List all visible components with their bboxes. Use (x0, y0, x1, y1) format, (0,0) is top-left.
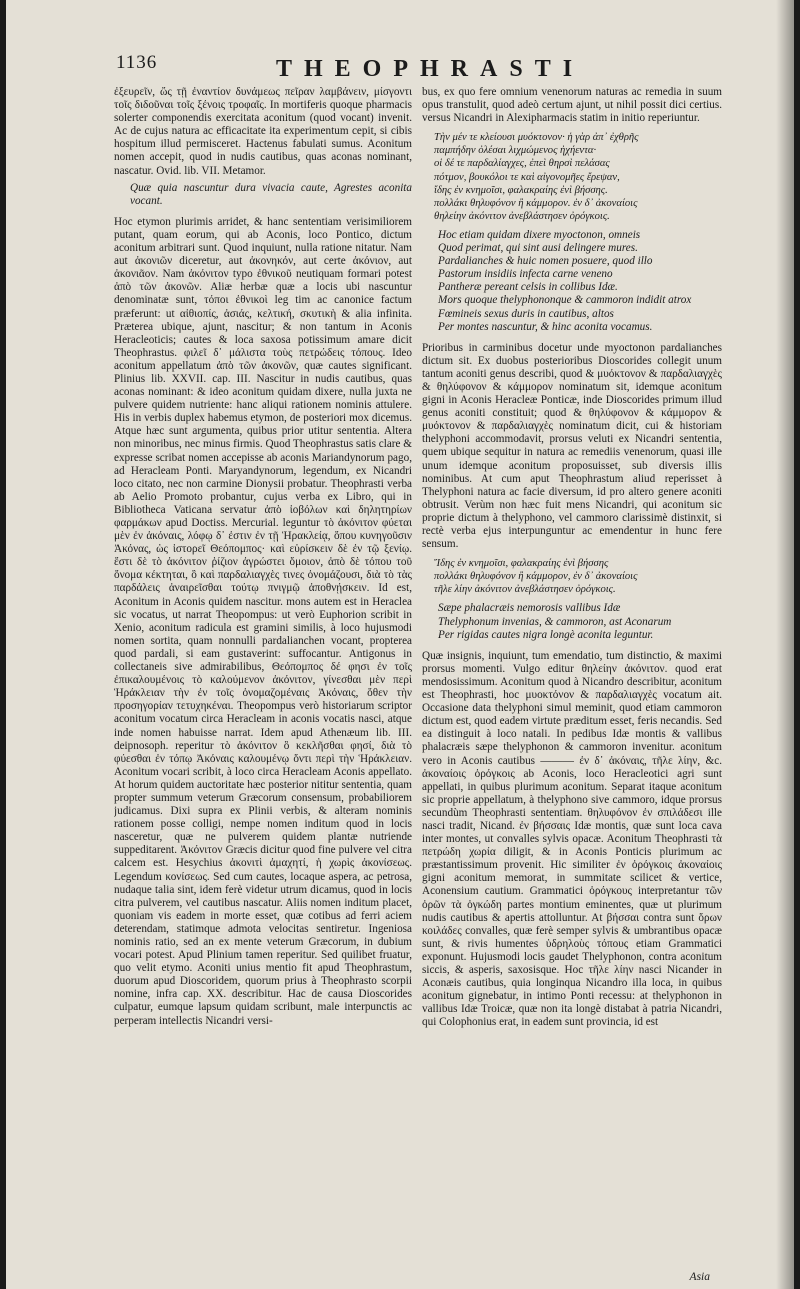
spine-shadow (776, 0, 794, 1289)
verse-line: Quod perimat, qui sint ausi delingere mures. (438, 242, 638, 255)
verse-line: θηλείην ἀκόνιτον ἀνεβλάστησεν ὀρόγκοις. (434, 210, 610, 222)
verse-line: Ἴδης ἐν κνημοῖσι, φαλακραίης ἐνὶ βήσσης (434, 558, 609, 570)
left-column (114, 86, 412, 1282)
page-number: 1136 (116, 52, 158, 73)
verse-line: Pardalianches & huic nomen posuere, quod illo (438, 255, 653, 268)
verse-line: πολλάκι θηλυφόνον ἢ κάμμορον, ἐν δ᾽ ἀκοναίοις (434, 571, 638, 583)
verse-line: Sæpe phalacræis nemorosis vallibus Idæ (438, 602, 621, 615)
left-paragraph: Hoc etymon plurimis arridet, & hanc sententiam verisimiliorem putant, quam eorum, qui ab Aconis, loco Pontico, dictum aconitum arbitrari sunt. Quod inquiunt, nulla ratione nitatur. Nam aut ἀκονιῶν diceretur, aut ἀκονηκόν, aut certe ἀκόνιον, aut ἀκονιᾶον. Nam ἀκόνιτον typo ἐθνικοῦ neutiquam formari potest ἀπὸ τῶν ἀκονῶν. Aliæ herbæ quæ a locis ubi nascuntur denominatæ sunt, τόποι ἐθνικοὶ leg tim ac canonice factum præferunt: ut αἰθιοπίς, ἀσιάς, κελτική, σκυτικὴ & alia infinita. Præterea ubique, ajunt, nascitur; & non tantum in Aconis Heracleoticis; cautes & loca saxosa potissimum amare dicit Theophrastus. φιλεῖ δ᾽ μάλιστα τοὺς πετρώδεις τόπους. Ideo aconitum appellatum ἀπὸ τῶν ἀκονῶν, quæ cautes significant. Plinius lib. XXVII. cap. III. Nascitur in nudis cautibus, quas aconas nominant: & ideo aconitum quidam dixere, nulla juxta ne pulvere quidem nutriente: hanc aliqui rationem nominis attulere. His in verbis duplex habemus etymon, de posteriori mox dicemus. Atque hæc sunt argumenta, quibus prior utitur sententia. Altera non minoribus, nec minus firmis. Quod Theophrastus satis clare & expresse scribat nomen accepisse ab aconis Mariandynorum pago, ad Heracleam Ponti. Maryandynorum, legendum, ex Nicandri loco citato, nec non carmine Dionysii probatur. Theophrasti verba ab Aelio Promoto probantur, cujus verba ex Libro, qui in Bibliotheca Vaticana servatur ἀπὸ ἰοβόλων καὶ δηλητηρίων φαρμάκων apud Doctiss. Mercurial. leguntur τὸ ἀκόνιτον φύεται μὲν ἐν ἀκόναις, λόφῳ δ᾽ ἐστιν ἐν τῇ Ἡρακλείᾳ, ὅπου κυνηγοῦσιν Ἀκόνας, ὡς ἱστορεῖ Θεόπομπος· καὶ εὑρίσκειν δὲ ἐν τῷ ξενίῳ. ἔστι δὲ τὸ ἀκόνιτον ῥίζιον ἀγρώστει ὅμοιον, ἀπὸ δὲ τόπου τοῦ ὄνομα κέκτηται, ὃ καὶ παρδαλιαγχὲς τινες ὀνομάζουσι, διὰ τὸ τὰς παρδάλεις ἀναιρεῖσθαι τούτῳ πνιγμῷ ἀποθνῄσκειν. Id est, Aconitum in Aconis quidem nascitur. mons autem est in Heraclea sic vocatus, ut narrat Theopompus: ut verò Euphorion scribit in Xenio, aconitum radicula est gramini similis, à loco hujusmodi nomen sortita, quam nonnulli pardalianchen vocant, propterea quod pardali, si eam gustaverint: suffocantur. Antigonus in collectaneis sive admirabilibus, Θεόπομπος δέ φησι ἐν τοῖς ἐπικαλουμένοις τὸ καλούμενον ἀκόνιτον, γίνεσθαι μὲν περὶ Ἡράκλειαν τὴν ἐν τοῖς ὀνομαζομέναις Ἀκόναις, ὅθεν τὴν προσηγορίαν τετυχηκέναι. Theopompus verò historiarum scriptor aconitum vocatum circa Heracleam in aconis vocatis nasci, atque inde nomen habuisse narrat. Idem apud Athenæum lib. III. deipnosoph. reperitur τὸ ἀκόνιτον ὃ κεκλῆσθαι φησί, διὰ τὸ φύεσθαι ἐν τόπῳ Ἀκόναις καλουμένῳ ὄντι περὶ τὴν Ἡράκλειαν. Aconitum vocari scribit, à loco circa Heracleam Aconis appellato. At horum quidem auctoritate hæc posterior nititur sententia, quam propter summum veterum Græcorum consensum, probabiliorem judicamus. Dixi supra ex Plinii verbis, & alteram nominis rationem posse colligi, nempe nomen inditum quod in locis nasceretur, quæ ne pulverem quidem plantæ nutriende suppeditarent. Ἀκόνιτον Græcis dicitur quod fine pulvere vel citra calcem est. Hesychius ἀκονιτὶ ἀμαχητί, ἡ χωρὶς ἀκονίσεως. Legendum κονίσεως. Sed cum cautes, locaque aspera, ac petrosa, nudaque talia sint, idem ferè videtur utrum dicamus, quod in locis citra pulverem, vel cautibus nascatur. Aliis nomen inditum placet, quoniam vis eadem in morte esset, quæ cotibus ad ferri aciem deterendam, statimque admota velocitas sentiretur. Ingeniosa nominis ratio, sed an ex mente veterum Græcorum, in dubium vocari potest. Apud Plinium tamen reperitur. Sed quilibet fruatur, quo velit etymo. Aconiti unius mentio fit apud Theophrastum, duorum apud Dioscoridem, quorum prius à Theophrasto scorpii nomine, infra cap. XX. describitur. Hac de causa Dioscorides culpatur, eumque lapsum quidam scribunt, male interpunctis ac perperam intellectis Nicandri versi- (114, 215, 412, 1027)
verse-line: Mors quoque thelyphononque & cammoron indidit atrox (438, 294, 692, 307)
catchword: Asia (689, 1271, 710, 1283)
verse-line: Fœmineis sexus duris in cautibus, altos (438, 307, 614, 320)
verse-line: πολλάκι θηλυφόνον ἢ κάμμορον. ἐν δ᾽ ἀκοναίοις (434, 197, 638, 209)
verse-line: Τὴν μέν τε κλείουσι μυόκτονον· ἡ γὰρ ἀπ᾽ ἐχθρῆς (434, 132, 639, 144)
right-middle-paragraph: Prioribus in carminibus docetur unde myoctonon pardalianches dictum sit. Ex duobus posterioribus Dioscorides collegit unum tantum aconiti genus describi, quod & μυόκτονον & παρδαλιαγχὲς & θηλύφονον & κάμμορον nominatum sit, idemque aconitum gigni in Aconis Heracleæ Ponticæ, inde Dioscorides primum illud genus aconiti constituit; quod & θηλύφονον & κάμμορον & μυόκτονον & παρδαλιαγχὲς nominatum dicit, cui & historiam thelyphoni accommodavit, prorsus veluti ex Nicandri sententia, quem ubique sequitur in natura ac remediis venenorum, quasi ille unum idemque aconitum proposuisset, sub diversis illis nominibus. At cum aput Theophrastum aliud reperisset à Thelyphoni natura ac facie diversum, id pro altero genere aconiti obtrusit. Verùm non hæc fuit mens Nicandri, qui aconitum sic proprie dictum à thelyphono, vel cammoro clarissimè distinxit, si rectè verba ejus interpunguntur ac emendentur in hunc fere sensum. (422, 341, 722, 551)
verse-line: Pantheræ pereant celsis in collibus Idæ. (438, 281, 618, 294)
right-column (422, 86, 722, 1282)
greek-verse-block-2 (422, 557, 722, 596)
verse-line: τῆλε λίην ἀκόνιτον ἀνεβλάστησεν ὀρόγκοις. (434, 584, 616, 596)
verse-line: Hoc etiam quidam dixere myoctonon, omneis (438, 228, 641, 241)
left-paragraph: ἐξευρεῖν, ὥς τῇ ἐναντίον δυνάμεως πεῖραν λαμβάνειν, μίσγοντι τοῖς διδοῦναι τοῖς ξένοις τροφαῖς. In mortiferis quoque pharmacis solerter componendis exercitata aconitum (quod vocant) invenit. Ac de cujus natura ac efficacitate ita experimentum cepit, si cibis hospitum illud permisceret. Hactenus fabulati sumus. Aconitum nomen accepit, quod in nudis cautibus, quas aconas nominant, nascatur. Ovid. lib. VII. Metamor. (114, 86, 412, 177)
right-intro-paragraph: bus, ex quo fere omnium venenorum naturas ac remedia in suum opus transtulit, quod adeò certum ajunt, ut nihil possit dici certius. versus Nicandri in Alexipharmacis statim in initio reperiuntur. (422, 86, 722, 125)
verse-line: πότμον, βουκόλοι τε καὶ αἰγονομῆες ἔρεψαν, (434, 171, 620, 183)
greek-verse-block (422, 131, 722, 223)
verse-line: Per rigidas cautes nigra longè aconita leguntur. (438, 628, 654, 641)
page-header (6, 0, 794, 82)
running-title: THEOPHRASTI (276, 56, 585, 82)
book-page (6, 0, 794, 1289)
right-end-paragraph: Quæ insignis, inquiunt, tum emendatio, tum distinctio, & maximi prorsus momenti. Vulgo editur θηλείην ἀκόνιτον. quod erat mendosissimum. Aconitum quod à Nicandro describitur, aconitum est Theophrasti, hoc μυοκτόνον & παρδαλιαγχὲς vocatum ait. Occasione data thelyphoni simul meminit, quod etiam cammoron dictum est, quod eadem virtute præditum esset, feris necandis. Sed ea distinguit à loco natali. In pedibus Idæ montis & vallibus phalacræis sæpe thelyphonon & cammoron invenitur. aconitum vero in Aconis cautibus ——— ἐν δ᾽ ἀκόναις, τῆλε λίην, &c. ἀκοναίοις ὀρόγκοις ab Aconis, loco Heracleotici agri sunt appellati, in quibus plurimum aconitum. Separat itaque aconitum sic proprie appellatum, à thelyphono sive cammoro, idque prorsus secundùm Theophrasti sententiam. θηλυφόνον ἐν σπιλάδεσι ille nasci tradit, Nicand. ἐν βήσσαις Idæ montis, quæ sunt loca cava inter montes, ut convalles sylvis opacæ. Aconitum Theophrasti τὰ πετρώδη χωρία diligit, & in Aconis Ponticis plurimum ac præstantissimum provenit. Hic similiter ἐν ὀρόγκοις ἀκοναίοις gigni aconitum memorat, in summitate scilicet & vertice, Aconensium cautium. Grammatici ὀρόγκους interpretantur τῶν ὀρῶν τὰ ὀγκώδη partes montium eminentes, quæ ut plurimum nudis cautibus & apertis attolluntur. At βήσσαι contra sunt ὄρων κοιλάδες convalles, quæ ferè semper sylvis & umbrantibus opacæ sunt, & rivis humentes ὑδρηλοὺς τόπους etiam Grammatici exponunt. Hujusmodi locis gaudet Thelyphonon, contra aconitum siccis, & asperis, saxosisque. Hoc τῆλε λίην nasci Nicander in Aconæis cautibus, quia longinqua Nicandro illa loca, in quibus aconitum gignebatur, in intimo Ponti recessu: at thelyphonon in vallibus Idæ Troicæ, quæ non ita longè distabat à patria Nicandri, qui Colophonius erat, in eadem sunt provincia, id est (422, 649, 722, 1029)
latin-verse-block-2 (422, 602, 722, 641)
verse-line: παμπήδην ὀλέσαι λιχμώμενος ἠχήεντα· (434, 145, 597, 157)
verse-line: Thelyphonum invenias, & cammoron, ast Aconarum (438, 615, 672, 628)
latin-verse-block (422, 229, 722, 334)
verse-line: οἱ δέ τε παρδαλίαγχες, ἐπεὶ θηρσὶ πελάσας (434, 158, 610, 170)
verse-line: Per montes nascuntur, & hinc aconita vocamus. (438, 320, 653, 333)
ovid-quote: Quæ quia nascuntur dura vivacia caute, Agrestes aconita vocant. (130, 181, 412, 207)
verse-line: ἴδης ἐν κνημοῖσι, φαλακραίης ἐνὶ βήσσης. (434, 184, 608, 196)
verse-line: Pastorum insidiis infecta carne veneno (438, 268, 613, 281)
